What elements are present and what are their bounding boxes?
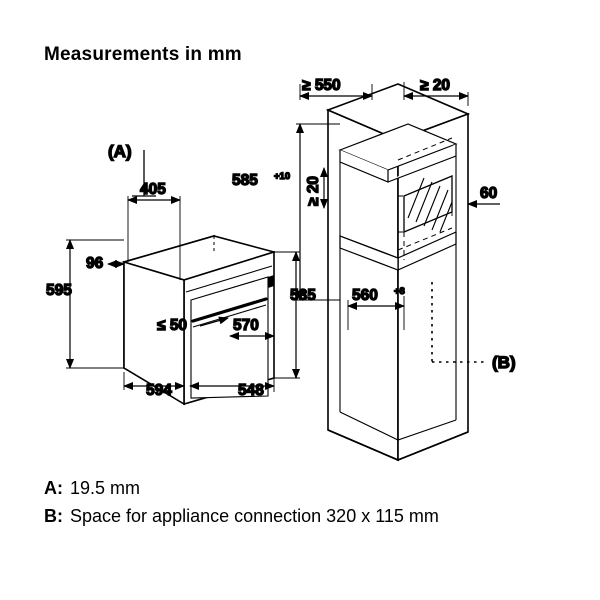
dim-ge550-text: ≥ 550 <box>302 77 341 94</box>
dim-535-text: 535 <box>290 287 316 304</box>
marker-b-label: (B) <box>492 353 516 372</box>
dim-ge550 <box>300 77 372 100</box>
legend-b-key: B: <box>44 506 63 526</box>
dim-585-text: 585 <box>232 172 258 189</box>
dim-le50-text: ≤ 50 <box>157 317 188 334</box>
legend-a-key: A: <box>44 478 63 498</box>
dim-585-sup: +10 <box>274 171 291 182</box>
dim-594-text: 594 <box>146 382 172 399</box>
page-title: Measurements in mm <box>44 44 242 65</box>
legend-item-a <box>44 475 564 501</box>
dim-560-sup: +8 <box>394 286 405 297</box>
dim-570-text: 570 <box>233 317 259 334</box>
legend-a-value: 19.5 mm <box>70 478 141 498</box>
dim-535 <box>274 252 316 378</box>
dim-60-text: 60 <box>480 185 498 202</box>
dim-548-text: 548 <box>238 382 264 399</box>
legend <box>44 475 564 531</box>
dim-96 <box>86 255 124 272</box>
legend-item-b <box>44 503 564 529</box>
cabinet-niche <box>328 84 468 460</box>
dim-96-text: 96 <box>86 255 104 272</box>
dim-560-text: 560 <box>352 287 378 304</box>
dim-405-text: 405 <box>140 181 166 198</box>
dim-595 <box>46 240 124 368</box>
legend-b-value: Space for appliance connection 320 x 115 mm <box>70 506 439 526</box>
dim-ge20-left <box>305 168 324 208</box>
dim-595-text: 595 <box>46 282 72 299</box>
dim-ge20-top-text: ≥ 20 <box>420 77 451 94</box>
dim-ge20-left-text: ≥ 20 <box>305 175 322 206</box>
marker-a-label: (A) <box>108 142 132 161</box>
